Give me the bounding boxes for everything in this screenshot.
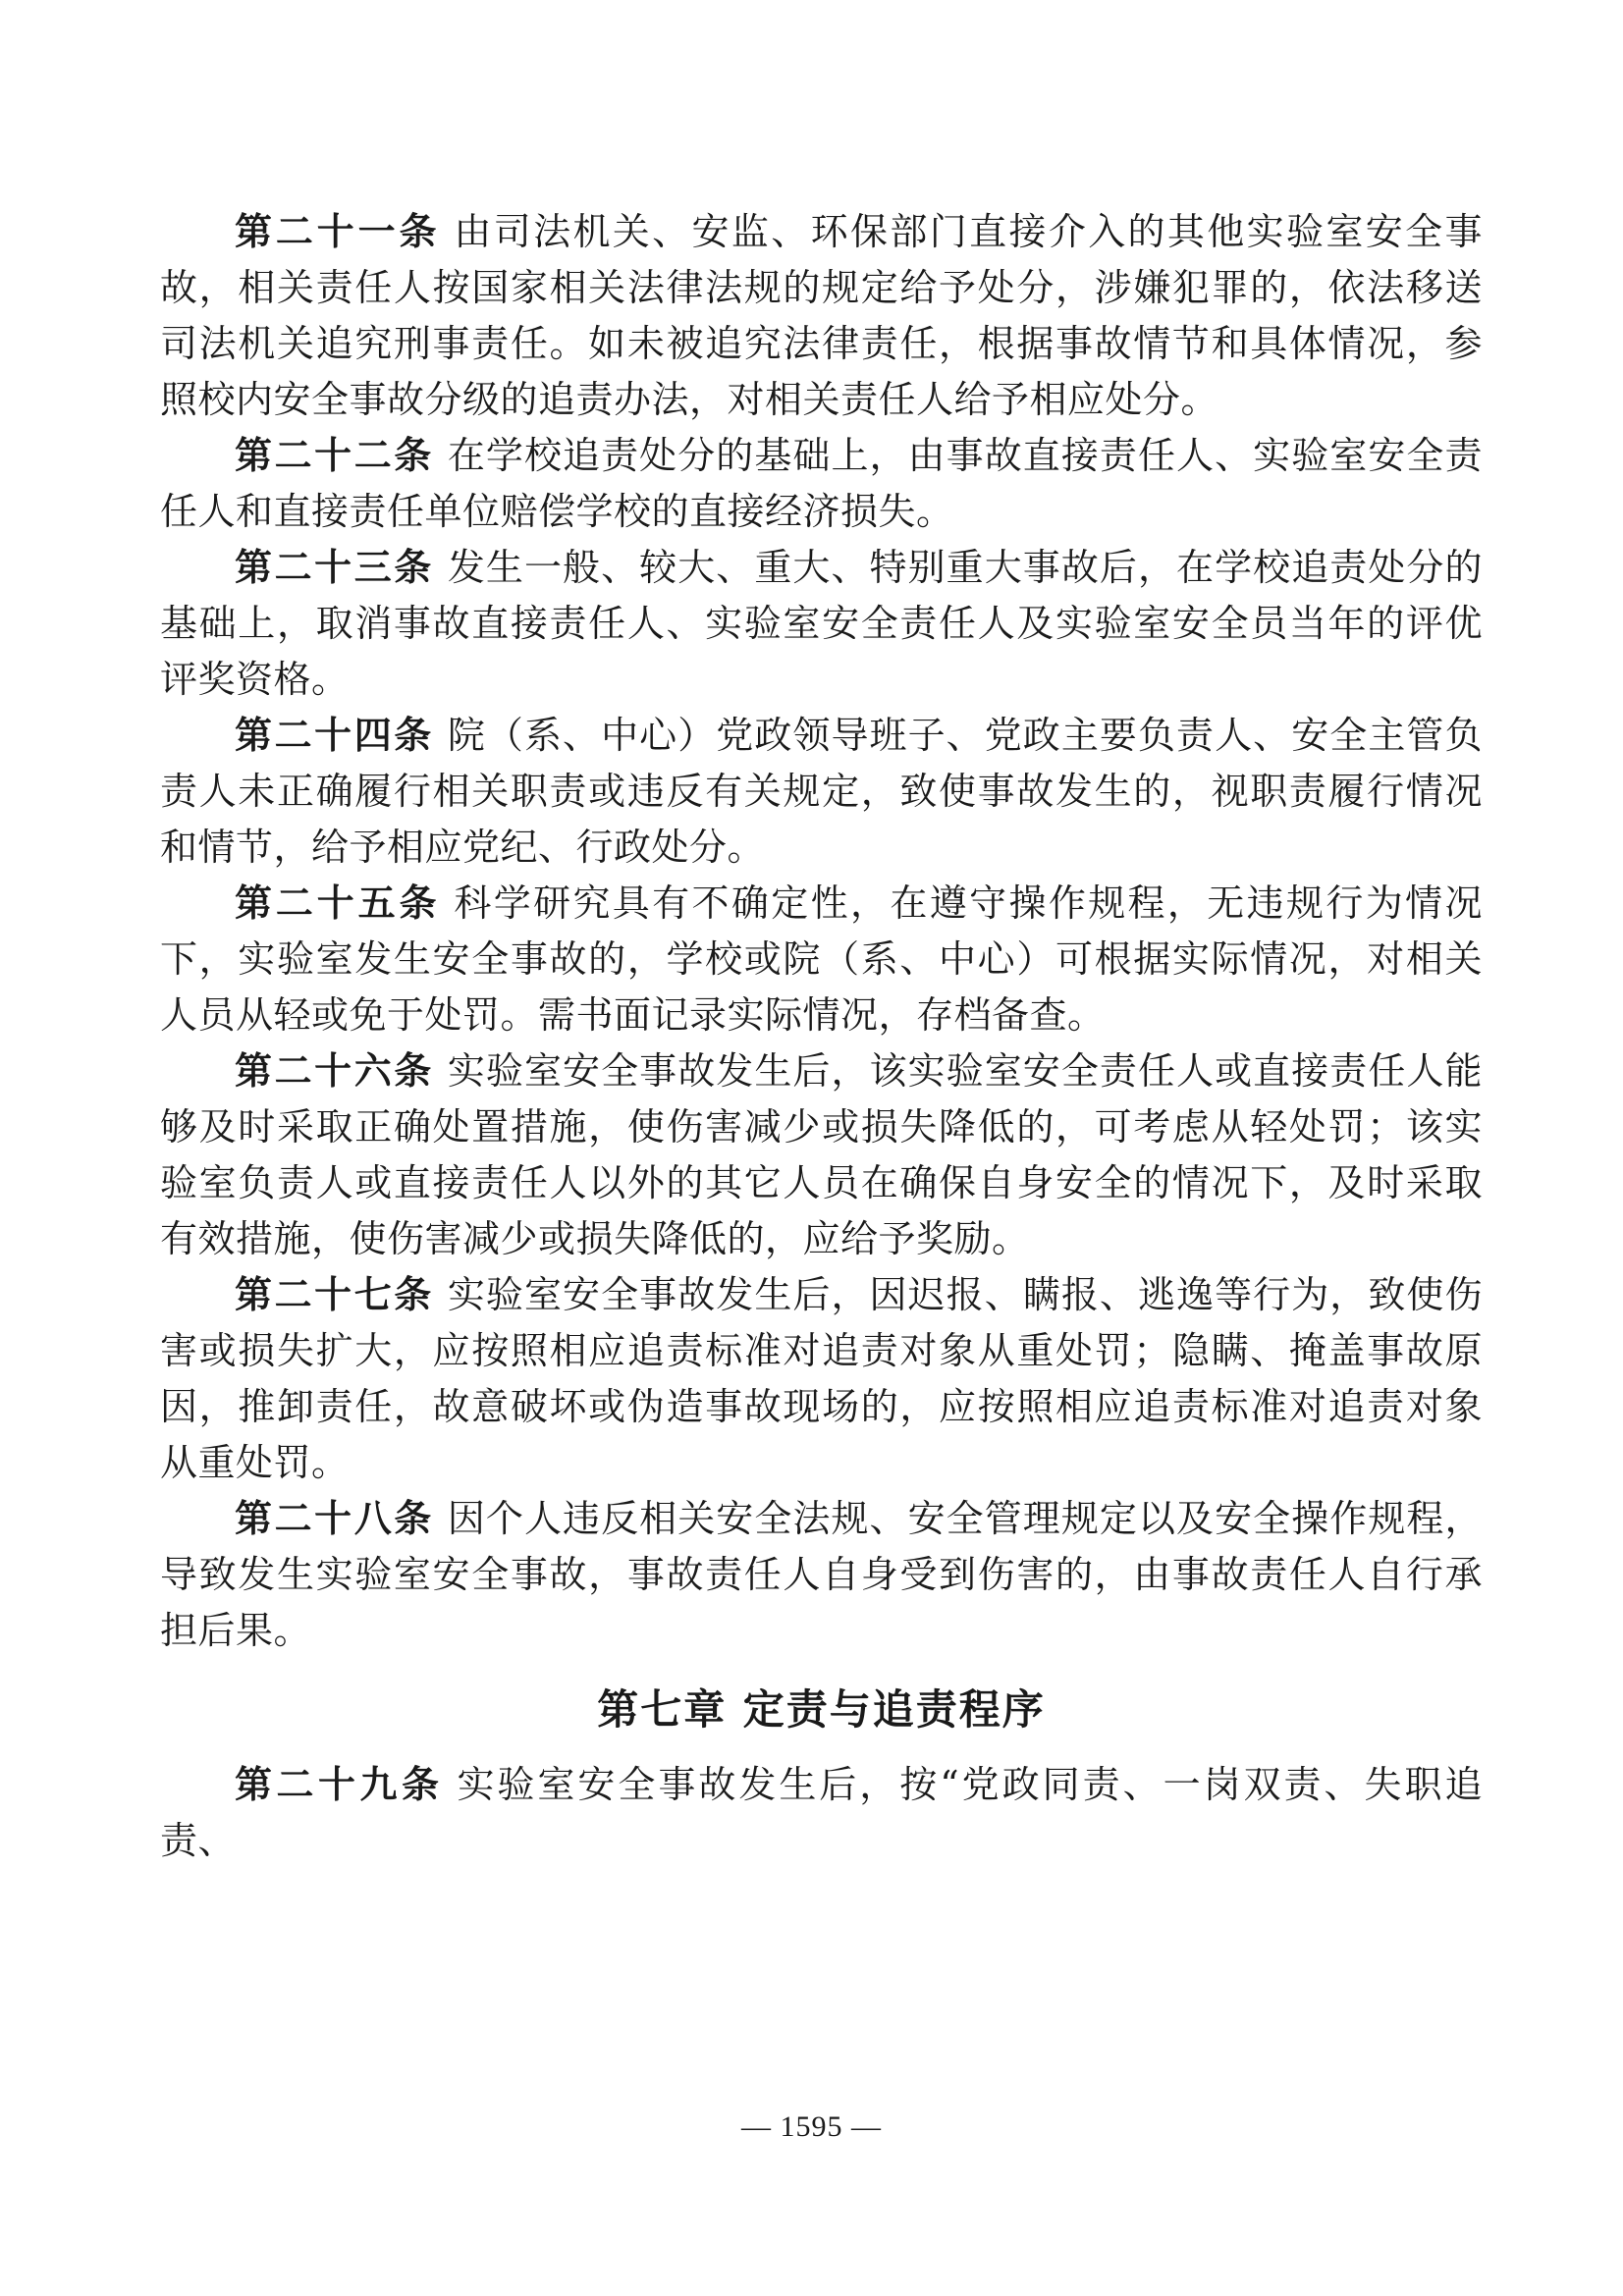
article-number: 第二十七条: [235, 1273, 434, 1316]
article-number: 第二十二条: [235, 434, 434, 477]
article-27: [160, 1267, 1483, 1491]
article-28: [160, 1491, 1483, 1659]
article-25: [160, 876, 1483, 1043]
article-text: 在学校追责处分的基础上，由事故直接责任人、实验室安全责任人和直接责任单位赔偿学校的直接经济损失。: [160, 434, 1483, 533]
article-23: [160, 540, 1483, 708]
article-number: 第二十四条: [235, 714, 434, 757]
article-21: [160, 204, 1483, 428]
article-text: 实验室安全事故发生后，按“党政同责、一岗双责、失职追责、: [160, 1763, 1483, 1862]
document-body: [160, 204, 1483, 1869]
article-number: 第二十八条: [235, 1497, 434, 1540]
article-text: 院（系、中心）党政领导班子、党政主要负责人、安全主管负责人未正确履行相关职责或违反有关规定，致使事故发生的，视职责履行情况和情节，给予相应党纪、行政处分。: [160, 714, 1483, 869]
page-number: — 1595 —: [741, 2110, 882, 2143]
article-number: 第二十六条: [235, 1049, 434, 1093]
article-text: 由司法机关、安监、环保部门直接介入的其他实验室安全事故，相关责任人按国家相关法律法规的规定给予处分，涉嫌犯罪的，依法移送司法机关追究刑事责任。如未被追究法律责任，根据事故情节和具体情况，参照校内安全事故分级的追责办法，对相关责任人给予相应处分。: [160, 210, 1483, 421]
chapter-title: 第七章 定责与追责程序: [597, 1685, 1046, 1734]
article-number: 第二十五条: [235, 881, 441, 925]
article-24: [160, 708, 1483, 876]
article-number: 第二十三条: [235, 546, 434, 589]
article-text: 实验室安全事故发生后，该实验室安全责任人或直接责任人能够及时采取正确处置措施，使伤害减少或损失降低的，可考虑从轻处罚；该实验室负责人或直接责任人以外的其它人员在确保自身安全的情况下，及时采取有效措施，使伤害减少或损失降低的，应给予奖励。: [160, 1049, 1483, 1260]
article-29: [160, 1757, 1483, 1869]
article-22: [160, 428, 1483, 540]
article-text: 因个人违反相关安全法规、安全管理规定以及安全操作规程，导致发生实验室安全事故，事故责任人自身受到伤害的，由事故责任人自行承担后果。: [160, 1497, 1483, 1652]
article-text: 实验室安全事故发生后，因迟报、瞒报、逃逸等行为，致使伤害或损失扩大，应按照相应追责标准对追责对象从重处罚；隐瞒、掩盖事故原因，推卸责任，故意破坏或伪造事故现场的，应按照相应追责标准对追责对象从重处罚。: [160, 1273, 1483, 1484]
article-text: 发生一般、较大、重大、特别重大事故后，在学校追责处分的基础上，取消事故直接责任人、实验室安全责任人及实验室安全员当年的评优评奖资格。: [160, 546, 1483, 701]
article-26: [160, 1043, 1483, 1267]
article-number: 第二十九条: [235, 1763, 444, 1806]
article-text: 科学研究具有不确定性，在遵守操作规程，无违规行为情况下，实验室发生安全事故的，学校或院（系、中心）可根据实际情况，对相关人员从轻或免于处罚。需书面记录实际情况，存档备查。: [160, 881, 1483, 1037]
article-number: 第二十一条: [235, 210, 441, 253]
